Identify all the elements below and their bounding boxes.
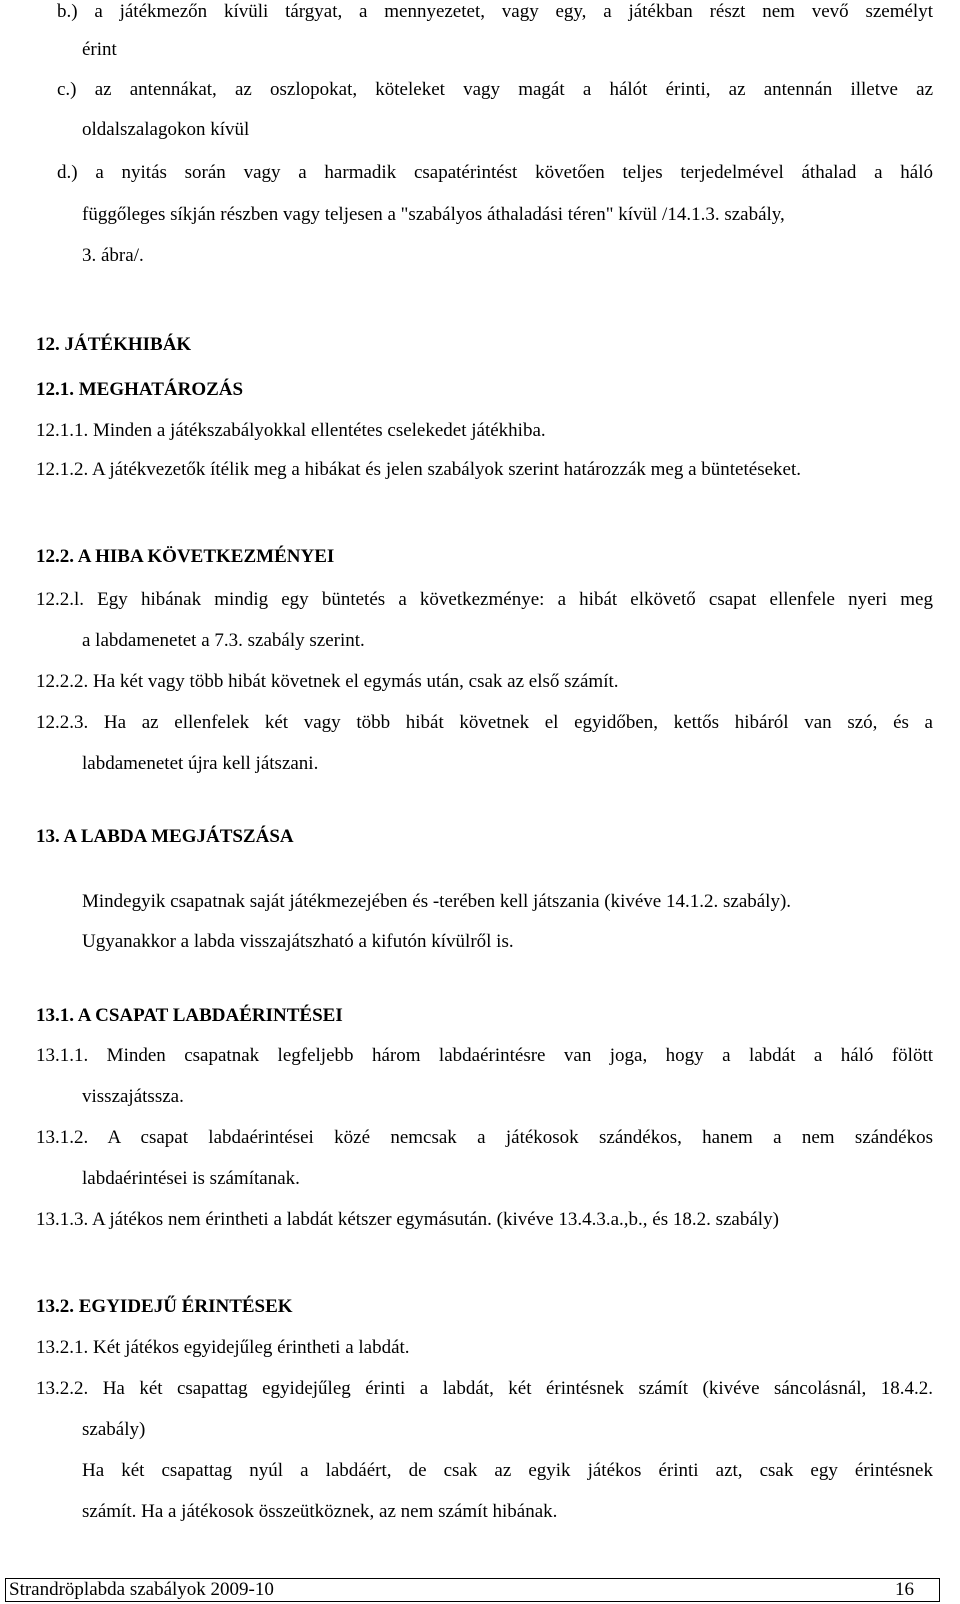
page-footer <box>5 1578 940 1602</box>
page-number: 16 <box>895 1579 914 1600</box>
rule-12-2-2: 12.2.2. Ha két vagy több hibát követnek el egymás után, csak az első számít. <box>36 671 619 692</box>
rule-13-2-2-line2: szabály) <box>82 1419 146 1440</box>
rule-item-b-line2: érint <box>82 39 117 60</box>
section-heading-13: 13. A LABDA MEGJÁTSZÁSA <box>36 826 294 847</box>
rule-13-2-2-line4: számít. Ha a játékosok összeütköznek, az nem számít hibának. <box>82 1501 558 1522</box>
rule-12-1-2: 12.1.2. A játékvezetők ítélik meg a hibákat és jelen szabályok szerint határozzák meg a büntetéseket. <box>36 459 801 480</box>
footer-title: Strandröplabda szabályok 2009-10 <box>9 1579 274 1600</box>
rule-13-2-2-line1: 13.2.2. Ha két csapattag egyidejűleg érinti a labdát, két érintésnek számít (kivéve sáncolásnál, 18.4.2. <box>36 1378 933 1399</box>
subsection-heading-12-1: 12.1. MEGHATÁROZÁS <box>36 379 244 400</box>
rule-item-d-line3: 3. ábra/. <box>82 245 144 266</box>
rule-13-1-1-line2: visszajátssza. <box>82 1086 184 1107</box>
rule-13-1-2-line1: 13.1.2. A csapat labdaérintései közé nemcsak a játékosok szándékos, hanem a nem szándékos <box>36 1127 933 1148</box>
rule-13-1-2-line2: labdaérintései is számítanak. <box>82 1168 300 1189</box>
rule-item-d-line1: d.) a nyitás során vagy a harmadik csapatérintést követően teljes terjedelmével áthalad a háló <box>57 162 933 183</box>
rule-13-2-2-line3: Ha két csapattag nyúl a labdáért, de csak az egyik játékos érinti azt, csak egy érintésnek <box>82 1460 933 1481</box>
subsection-heading-13-2: 13.2. EGYIDEJŰ ÉRINTÉSEK <box>36 1296 293 1317</box>
rule-12-2-1-line2: a labdamenetet a 7.3. szabály szerint. <box>82 630 365 651</box>
rule-item-c-line1: c.) az antennákat, az oszlopokat, köteleket vagy magát a hálót érinti, az antennán illetve az <box>57 79 933 100</box>
subsection-heading-12-2: 12.2. A HIBA KÖVETKEZMÉNYEI <box>36 546 335 567</box>
section-13-intro-line1: Mindegyik csapatnak saját játékmezejében és -terében kell játszania (kivéve 14.1.2. szabály). <box>82 891 792 912</box>
rule-13-1-1-line1: 13.1.1. Minden csapatnak legfeljebb három labdaérintésre van joga, hogy a labdát a háló fölött <box>36 1045 933 1066</box>
rule-13-2-1: 13.2.1. Két játékos egyidejűleg érintheti a labdát. <box>36 1337 410 1358</box>
section-13-intro-line2: Ugyanakkor a labda visszajátszható a kifutón kívülről is. <box>82 931 514 952</box>
rule-12-2-3-line2: labdamenetet újra kell játszani. <box>82 753 319 774</box>
rule-13-1-3: 13.1.3. A játékos nem érintheti a labdát kétszer egymásután. (kivéve 13.4.3.a.,b., és 18.2. szabály) <box>36 1209 779 1230</box>
rule-12-2-3-line1: 12.2.3. Ha az ellenfelek két vagy több hibát követnek el egyidőben, kettős hibáról van szó, és a <box>36 712 933 733</box>
subsection-heading-13-1: 13.1. A CSAPAT LABDAÉRINTÉSEI <box>36 1005 343 1026</box>
rule-item-c-line2: oldalszalagokon kívül <box>82 119 250 140</box>
rule-12-2-1-line1: 12.2.l. Egy hibának mindig egy büntetés a következménye: a hibát elkövető csapat ellenfele nyeri meg <box>36 589 933 610</box>
rule-item-d-line2: függőleges síkján részben vagy teljesen a "szabályos áthaladási téren" kívül /14.1.3. szabály, <box>82 204 785 225</box>
rule-item-b-line1: b.) a játékmezőn kívüli tárgyat, a mennyezetet, vagy egy, a játékban részt nem vevő személyt <box>57 1 933 22</box>
rule-12-1-1: 12.1.1. Minden a játékszabályokkal ellentétes cselekedet játékhiba. <box>36 420 546 441</box>
section-heading-12: 12. JÁTÉKHIBÁK <box>36 334 192 355</box>
